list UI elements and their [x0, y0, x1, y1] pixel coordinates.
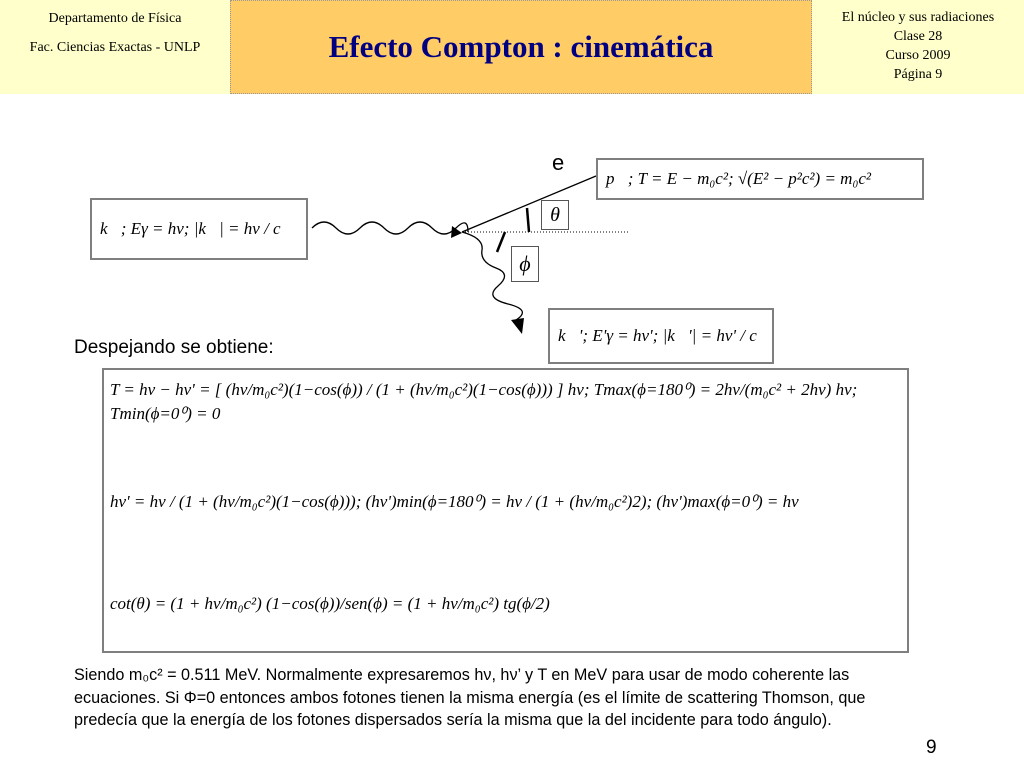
equations-box — [102, 368, 909, 653]
incident-photon-wave — [312, 222, 468, 234]
phi-angle-marker — [497, 232, 505, 252]
slide-title: Efecto Compton : cinemática — [328, 29, 714, 64]
scattered-photon-box — [548, 308, 774, 364]
page-number: 9 — [926, 737, 937, 758]
equation-scattered-energy: hν' = hν / (1 + (hν/m₀c²)(1−cos(ϕ))); (hν')min(ϕ=180⁰) = hν / (1 + (hν/m₀c²)2); (hν')max(ϕ=0⁰) = hν — [110, 492, 799, 511]
class-number: Clase 28 — [893, 29, 943, 44]
page-label: Página 9 — [893, 67, 943, 82]
incident-photon-box — [90, 198, 308, 260]
scattered-photon-text: k⃗'; E'γ = hν'; |k⃗'| = hν' / c — [558, 326, 757, 345]
department-label: Departamento de Física — [48, 11, 182, 26]
incident-photon-text: k⃗; Eγ = hν; |k⃗| = hν / c — [100, 219, 281, 238]
electron-label: e — [552, 150, 565, 175]
explanatory-note: Siendo m₀c² = 0.511 MeV. Normalmente expresaremos hν, hν’ y T en MeV para usar de modo coherente las ecuaciones. Si Φ=0 entonces ambos fotones tienen la misma energía (es el límite de scattering Thomson, que predecía que la energía de los fotones dispersados sería la misma que la del incidente para todo ángulo). — [74, 666, 866, 729]
electron-kinematics-text: p⃗; T = E − m₀c²; √(E² − p²c²) = m₀c² — [606, 169, 871, 188]
theta-label: θ — [541, 200, 569, 230]
despejando-label: Despejando se obtiene: — [74, 337, 274, 358]
equation-kinetic-energy: T = hν − hν' = [ (hν/m₀c²)(1−cos(ϕ)) / (1 + (hν/m₀c²)(1−cos(ϕ))) ] hν; Tmax(ϕ=180⁰) = 2hν/(m₀c² + 2hν) hν; Tmin(ϕ=0⁰) = 0 — [110, 380, 858, 423]
phi-label: ϕ — [511, 246, 539, 282]
faculty-label: Fac. Ciencias Exactas - UNLP — [29, 40, 201, 55]
equation-recoil-angle: cot(θ) = (1 + hν/m₀c²) (1−cos(ϕ))/sen(ϕ) = (1 + hν/m₀c²) tg(ϕ/2) — [110, 594, 550, 613]
theta-angle-marker — [527, 208, 529, 232]
course-year: Curso 2009 — [885, 48, 951, 63]
course-topic: El núcleo y sus radiaciones — [841, 10, 995, 25]
scattered-arrowhead — [511, 318, 524, 334]
electron-kinematics-box — [596, 158, 924, 200]
